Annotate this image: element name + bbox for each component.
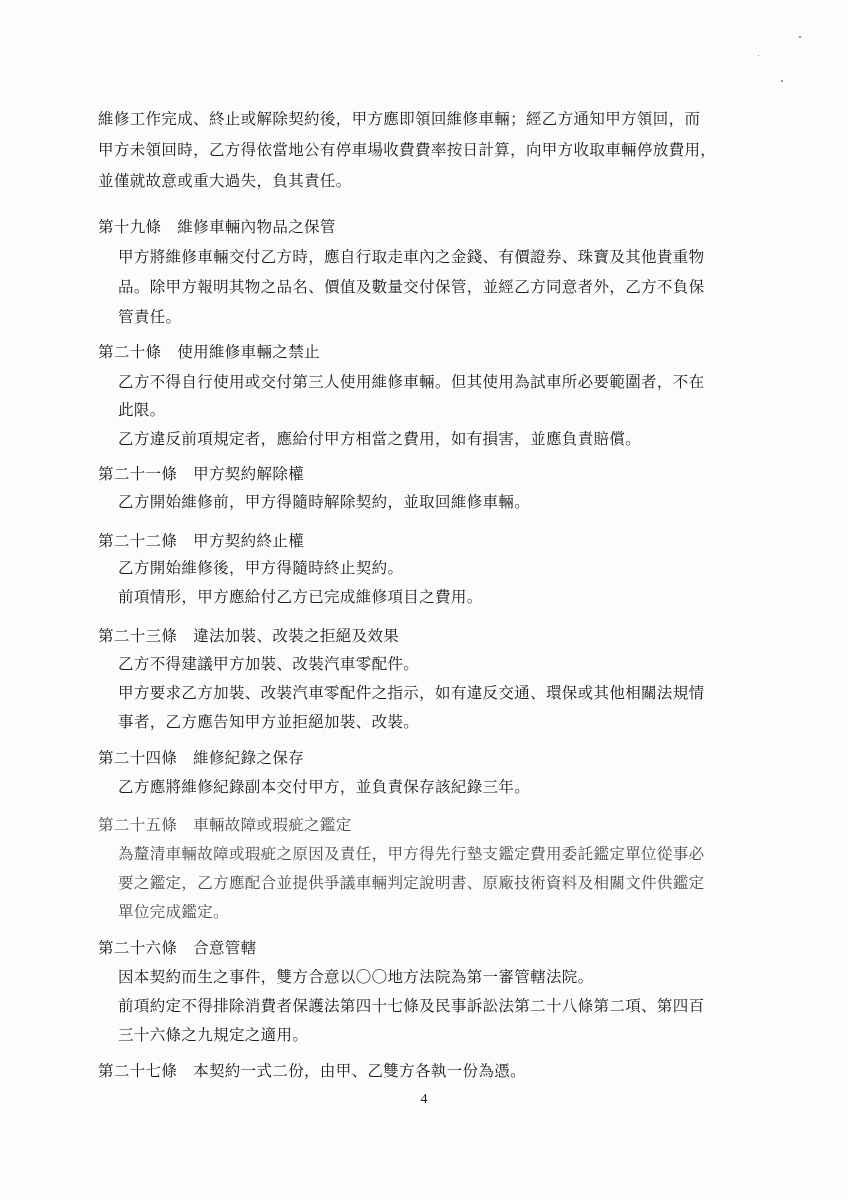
article-line: 乙方開始維修前，甲方得隨時解除契約，並取回維修車輛。 [118,493,531,511]
article-line: 三十六條之九規定之適用。 [118,1026,309,1044]
article-heading: 第二十二條 甲方契約終止權 [98,532,305,550]
article-heading: 第二十一條 甲方契約解除權 [98,465,305,483]
scan-speck [799,36,801,38]
article-line: 此限。 [118,401,166,419]
article-line: 品。除甲方報明其物之品名、價值及數量交付保管，並經乙方同意者外，乙方不負保 [118,278,705,296]
article-line: 乙方應將維修紀錄副本交付甲方，並負責保存該紀錄三年。 [118,778,531,796]
article-line: 乙方不得建議甲方加裝、改裝汽車零配件。 [118,655,420,673]
intro-line: 並僅就故意或重大過失，負其責任。 [98,172,352,190]
article-heading: 第二十六條 合意管轄 [98,939,257,957]
intro-line: 維修工作完成、終止或解除契約後，甲方應即領回維修車輛；經乙方通知甲方領回，而 [98,110,701,128]
article-line: 乙方開始維修後，甲方得隨時終止契約。 [118,559,404,577]
page-number: 4 [420,1092,428,1107]
article-line: 要之鑑定，乙方應配合並提供爭議車輛判定說明書、原廠技術資料及相關文件供鑑定 [118,874,705,892]
article-line: 乙方違反前項規定者，應給付甲方相當之費用，如有損害，並應負責賠償。 [118,430,642,448]
scan-speck [758,55,759,56]
article-line: 管責任。 [118,308,182,326]
article-line: 甲方要求乙方加裝、改裝汽車零配件之指示，如有違反交通、環保或其他相關法規情 [118,684,705,702]
article-heading: 第二十五條 車輛故障或瑕疵之鑑定 [98,816,352,834]
article-line: 乙方不得自行使用或交付第三人使用維修車輛。但其使用為試車所必要範圍者，不在 [118,373,705,391]
article-line: 單位完成鑑定。 [118,903,229,921]
intro-line: 甲方未領回時，乙方得依當地公有停車場收費費率按日計算，向甲方收取車輛停放費用， [98,141,717,159]
article-heading: 第十九條 維修車輛內物品之保管 [98,218,336,236]
article-line: 為釐清車輛故障或瑕疵之原因及責任，甲方得先行墊支鑑定費用委託鑑定單位從事必 [118,845,705,863]
article-line: 前項情形，甲方應給付乙方已完成維修項目之費用。 [118,588,483,606]
article-line: 前項約定不得排除消費者保護法第四十七條及民事訴訟法第二十八條第二項、第四百 [118,997,705,1015]
article-heading: 第二十條 使用維修車輛之禁止 [98,343,320,361]
article-heading: 第二十四條 維修紀錄之保存 [98,749,305,767]
scan-speck [781,80,783,82]
article-line: 因本契約而生之事件，雙方合意以〇〇地方法院為第一審管轄法院。 [118,968,594,986]
article-heading: 第二十七條 本契約一式二份，由甲、乙雙方各執一份為憑。 [98,1062,526,1080]
article-heading: 第二十三條 違法加裝、改裝之拒絕及效果 [98,627,400,645]
article-line: 事者，乙方應告知甲方並拒絕加裝、改裝。 [118,713,420,731]
article-line: 甲方將維修車輛交付乙方時，應自行取走車內之金錢、有價證券、珠寶及其他貴重物 [118,248,705,266]
